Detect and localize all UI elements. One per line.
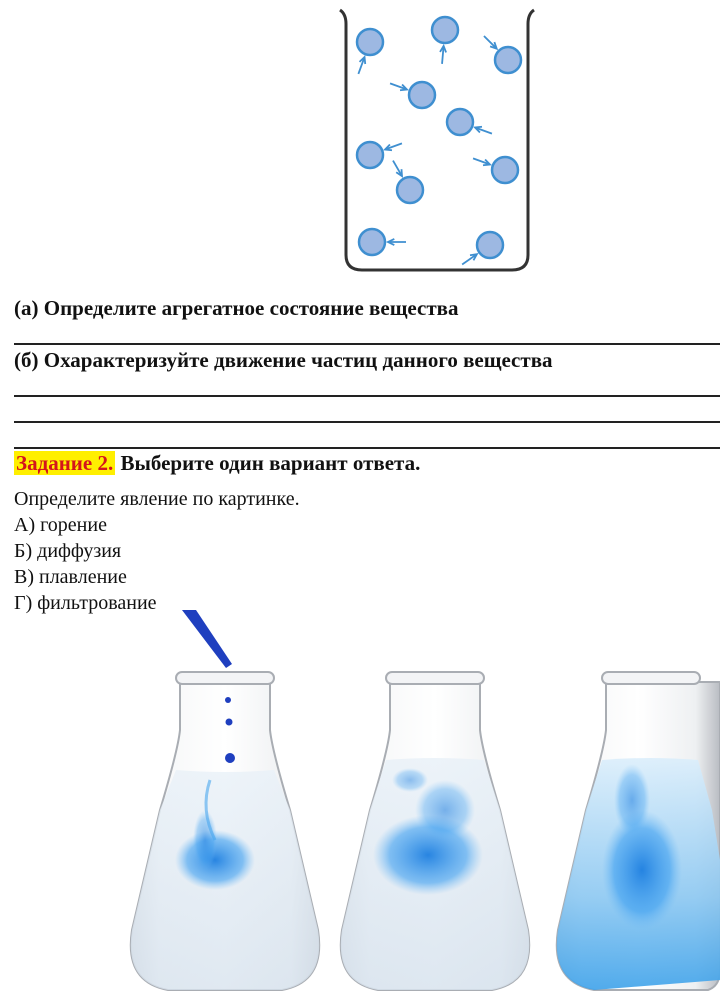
beaker-diagram [330, 0, 540, 280]
particle [473, 157, 518, 183]
answer-line-b2 [14, 421, 720, 423]
task-heading [14, 450, 420, 476]
question-a: (а) Определите агрегатное состояние вещества [14, 296, 459, 320]
particle [393, 161, 423, 203]
answer-line-b1 [14, 395, 720, 397]
question-b: (б) Охарактеризуйте движение частиц данного вещества [14, 348, 553, 372]
particle [390, 82, 435, 108]
particles [357, 17, 521, 265]
task-prompt: Определите явление по картинке. [14, 488, 300, 510]
flask-1 [131, 610, 319, 990]
answer-line-b3 [14, 447, 720, 449]
option-d: Г) фильтрование [14, 592, 157, 614]
particle [447, 109, 492, 135]
particle [359, 229, 406, 255]
option-a: А) горение [14, 514, 107, 536]
task-label: Задание 2. [16, 451, 114, 475]
particle [357, 29, 383, 74]
flasks-illustration [0, 610, 720, 1008]
particle [484, 36, 521, 73]
flask-2 [341, 672, 529, 990]
option-b: Б) диффузия [14, 540, 122, 562]
particle [432, 17, 458, 64]
particle [462, 232, 503, 265]
flask-3 [557, 672, 720, 990]
option-c: В) плавление [14, 566, 127, 588]
answer-line-a [14, 343, 720, 345]
task-instruction: Выберите один вариант ответа. [115, 451, 421, 475]
